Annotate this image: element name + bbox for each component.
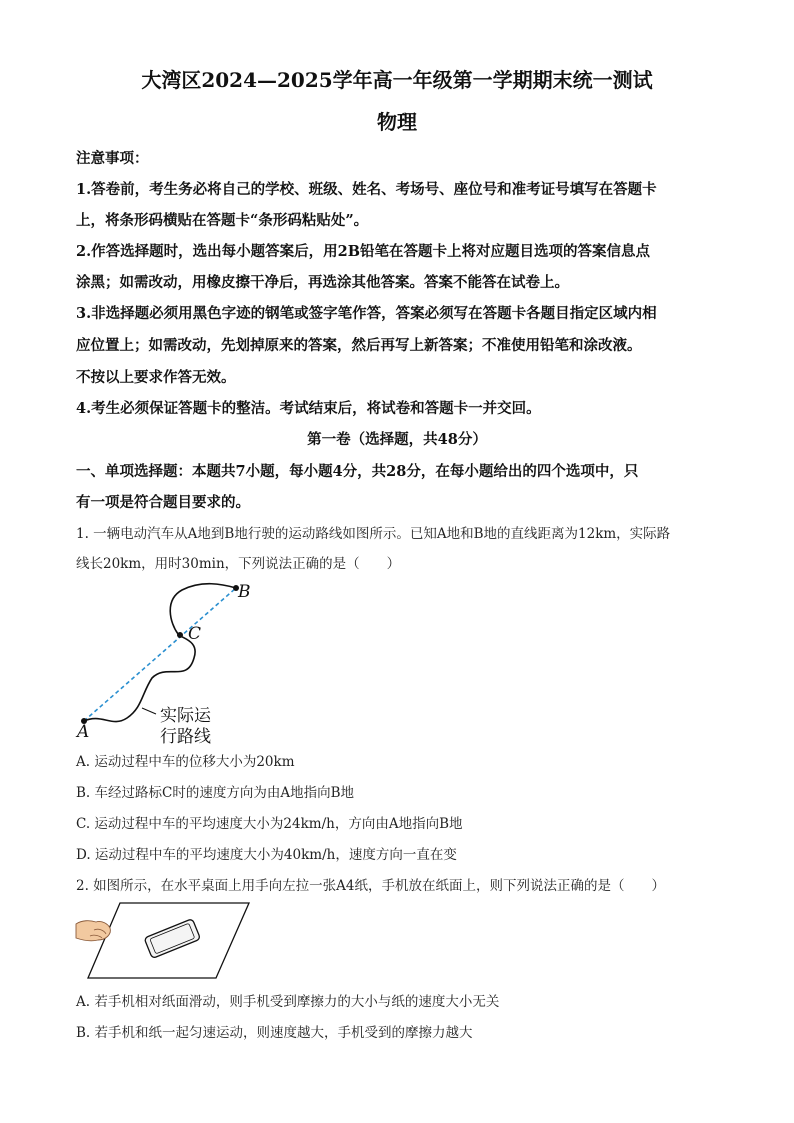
route-label: 行路线 <box>160 727 211 747</box>
question-1-stem: 线长20km，用时30min，下列说法正确的是（ ） <box>76 556 401 572</box>
label-b: B <box>238 582 251 602</box>
question-2-option-b: B. 若手机和纸一起匀速运动，则速度越大，手机受到的摩擦力越大 <box>76 1025 473 1041</box>
notice-line: 3.非选择题必须用黑色字迹的钢笔或签字笔作答，答案必须写在答题卡各题目指定区域内相 <box>76 305 657 322</box>
notice-line: 1.答卷前，考生务必将自己的学校、班级、姓名、考场号、座位号和准考证号填写在答题卡 <box>76 181 657 198</box>
notice-line: 应位置上；如需改动，先划掉原来的答案，然后再写上新答案；不准使用铅笔和涂改液。 <box>76 337 642 354</box>
route-label-leader <box>142 708 156 714</box>
question-1-option-d: D. 运动过程中车的平均速度大小为40km/h，速度方向一直在变 <box>76 847 457 863</box>
notice-line: 涂黑；如需改动，用橡皮擦干净后，再选涂其他答案。答案不能答在试卷上。 <box>76 274 569 291</box>
part-title: 第一卷（选择题，共48分） <box>307 431 487 448</box>
paper-phone-diagram <box>76 900 252 980</box>
notice-line: 4.考生必须保证答题卡的整洁。考试结束后，将试卷和答题卡一并交回。 <box>76 400 541 417</box>
hand-icon <box>76 921 110 941</box>
notice-line: 2.作答选择题时，选出每小题答案后，用2B铅笔在答题卡上将对应题目选项的答案信息点 <box>76 243 650 260</box>
route-label: 实际运 <box>160 706 211 726</box>
question-2-option-a: A. 若手机相对纸面滑动，则手机受到摩擦力的大小与纸的速度大小无关 <box>76 994 500 1010</box>
section-heading: 有一项是符合题目要求的。 <box>76 494 250 511</box>
notice-heading: 注意事项： <box>76 150 149 167</box>
question-1-option-b: B. 车经过路标C时的速度方向为由A地指向B地 <box>76 785 355 801</box>
question-1-stem: 1. 一辆电动汽车从A地到B地行驶的运动路线如图所示。已知A地和B地的直线距离为12km，实际路 <box>76 526 671 542</box>
route-diagram <box>72 578 242 746</box>
question-1-option-a: A. 运动过程中车的位移大小为20km <box>76 754 295 770</box>
exam-title: 大湾区2024—2025学年高一年级第一学期期末统一测试 <box>141 68 653 92</box>
subject-title: 物理 <box>377 110 417 134</box>
question-1-option-c: C. 运动过程中车的平均速度大小为24km/h，方向由A地指向B地 <box>76 816 463 832</box>
notice-line: 上，将条形码横贴在答题卡“条形码粘贴处”。 <box>76 212 369 229</box>
section-heading: 一、单项选择题：本题共7小题，每小题4分，共28分，在每小题给出的四个选项中，只 <box>76 463 639 480</box>
point-c-dot <box>177 632 183 638</box>
notice-line: 不按以上要求作答无效。 <box>76 369 236 386</box>
question-2-stem: 2. 如图所示，在水平桌面上用手向左拉一张A4纸，手机放在纸面上，则下列说法正确的是（ ） <box>76 878 666 894</box>
label-a: A <box>77 722 90 742</box>
label-c: C <box>188 624 202 644</box>
